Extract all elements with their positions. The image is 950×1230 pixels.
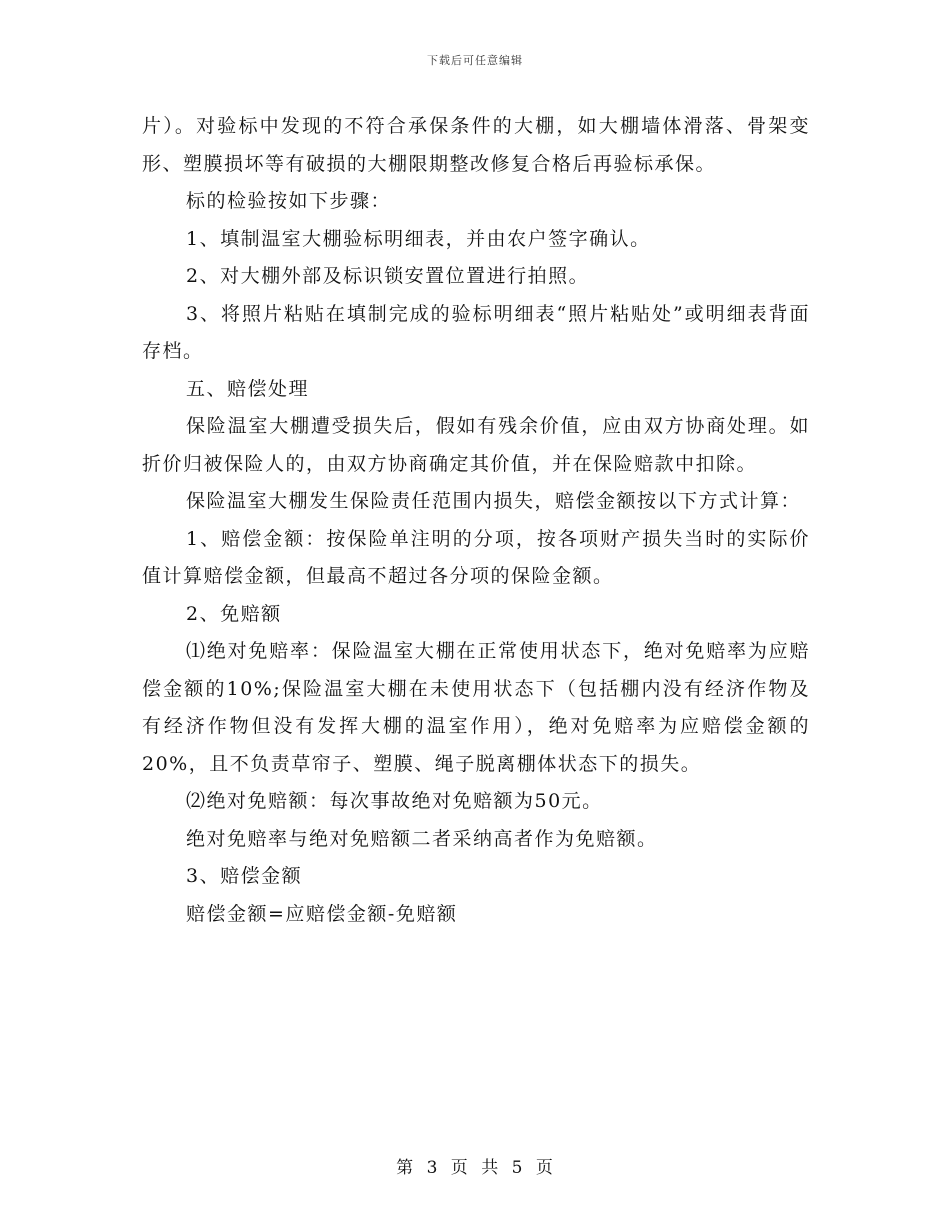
list-item: 3、赔偿金额: [186, 865, 303, 887]
page-number: 第 3 页 共 5 页: [396, 1158, 554, 1178]
page-header-note: 下载后可任意编辑: [427, 54, 523, 67]
paragraph: 绝对免赔率与绝对免赔额二者采纳高者作为免赔额。: [186, 827, 658, 850]
list-item: 1、填制温室大棚验标明细表，并由农户签字确认。: [186, 227, 651, 250]
paragraph: 保险温室大棚遭受损失后，假如有残余价值，应由双方协商处理。如折价归被保险人的，由双方协商确定其价值，并在保险赔款中扣除。: [142, 415, 810, 475]
sub-list-item: ⑵绝对免赔额：每次事故绝对免赔额为50元。: [186, 790, 603, 812]
list-item: 2、对大棚外部及标识锁安置位置进行拍照。: [186, 265, 590, 287]
list-item: 2、免赔额: [186, 602, 282, 625]
paragraph: 保险温室大棚发生保险责任范围内损失，赔偿金额按以下方式计算：: [186, 490, 802, 512]
document-body: [142, 108, 810, 933]
paragraph: 片）。对验标中发现的不符合承保条件的大棚，如大棚墙体滑落、骨架变形、塑膜损坏等有破损的大棚限期整改修复合格后再验标承保。: [142, 115, 810, 175]
list-item: 3、将照片粘贴在填制完成的验标明细表“照片粘贴处”或明细表背面存档。: [142, 302, 810, 362]
section-heading: 五、赔偿处理: [186, 377, 310, 400]
sub-list-item: ⑴绝对免赔率：保险温室大棚在正常使用状态下，绝对免赔率为应赔偿金额的10%;保险温室大棚在未使用状态下（包括棚内没有经济作物及有经济作物但没有发挥大棚的温室作用），绝对免赔率为应赔偿金额的20%，且不负责草帘子、塑膜、绳子脱离棚体状态下的损失。: [142, 640, 810, 775]
paragraph: 标的检验按如下步骤：: [186, 190, 392, 212]
list-item: 1、赔偿金额：按保险单注明的分项，按各项财产损失当时的实际价值计算赔偿金额，但最高不超过各分项的保险金额。: [142, 527, 810, 587]
formula-line: 赔偿金额=应赔偿金额-免赔额: [186, 902, 458, 925]
